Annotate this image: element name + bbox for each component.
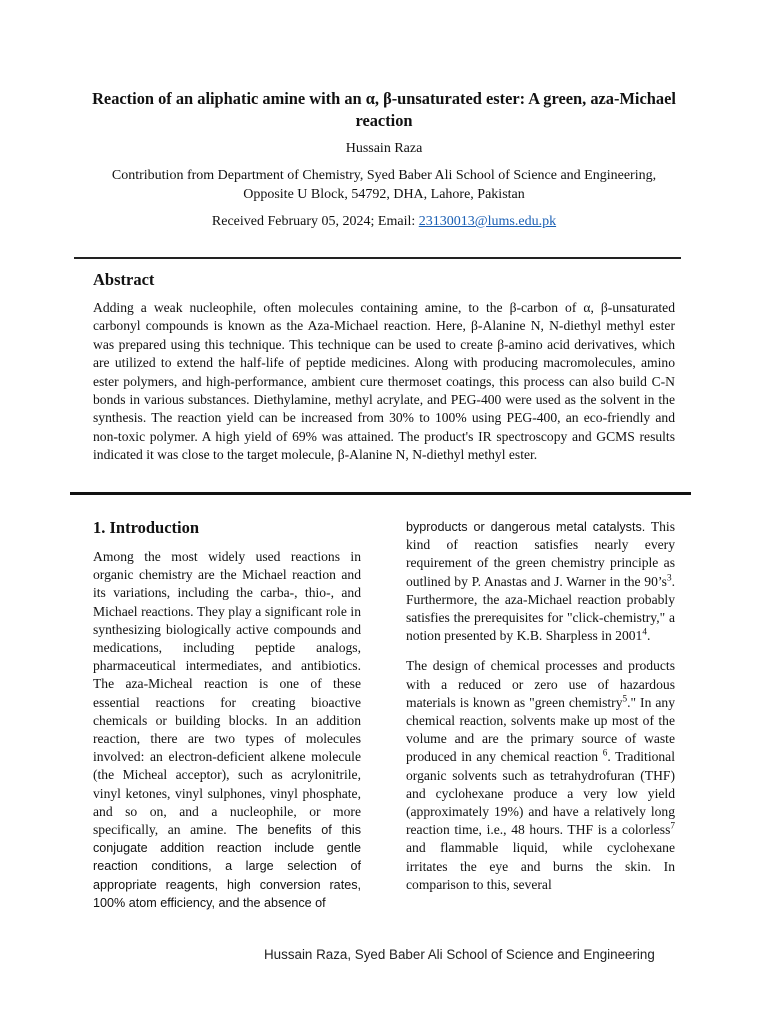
citation-7: 7 bbox=[670, 820, 675, 831]
paragraph-gap bbox=[406, 645, 675, 657]
intro-p1-text: Among the most widely used reactions in organic chemistry are the Michael reaction and its variations, including the carba-, thio-, and Michael reactions. They play a significant role in synthesizing biologically active compounds and medications, including peptide analogs, pharmaceutical intermediates, and antibiotics. The aza-Micheal reaction is one of these essential reactions for creating bioactive chemicals or building blocks. In an addition reaction, there are two types of molecules involved: an electron-deficient alkene molecule (the Micheal acceptor), such as acrylonitrile, vinyl ketones, vinyl sulphones, vinyl phosphate, and so on, and a nucleophile, or more specifically, an amine. bbox=[93, 549, 361, 838]
email-link[interactable]: 23130013@lums.edu.pk bbox=[418, 214, 557, 229]
intro-p2-a: The design of chemical processes and products with a reduced or zero use of hazardous materials is known as "green chemistry bbox=[406, 658, 675, 710]
received-line bbox=[0, 213, 768, 231]
received-date: Received February 05, 2024; Email: bbox=[211, 214, 419, 229]
intro-p1-cont-b: . Furthermore, the aza-Michael reaction probably satisfies the prerequisites for "click-chemistry," a notion presented by K.B. Sharpless in 2001 bbox=[406, 573, 675, 644]
author-name: Hussain Raza bbox=[345, 141, 423, 156]
citation-3: 3 bbox=[666, 572, 672, 583]
intro-paragraph-2 bbox=[406, 657, 675, 894]
intro-p2-d: and flammable liquid, while cyclohexane irritates the eye and burns the skin. In comparison to this, several bbox=[406, 840, 675, 892]
affiliation: Contribution from Department of Chemistry, Syed Baber Ali School of Science and Engineering, Opposite U Block, 54792, DHA, Lahore, Pakistan bbox=[111, 168, 657, 202]
abstract-heading: Abstract bbox=[93, 270, 155, 289]
intro-p2-c: . Traditional organic solvents such as tetrahydrofuran (THF) and cyclohexane produce a very low yield (approximately 19%) and have a relatively long reaction time, i.e., 48 hours. THF is a colorless bbox=[406, 749, 675, 838]
page-footer: Hussain Raza, Syed Baber Ali School of Science and Engineering bbox=[264, 947, 655, 962]
intro-paragraph-1-cont bbox=[406, 518, 675, 645]
introduction-left-column bbox=[93, 548, 361, 912]
introduction-right-column bbox=[406, 518, 675, 894]
paper-title: Reaction of an aliphatic amine with an α, β-unsaturated ester: A green, aza-Michael reaction bbox=[92, 89, 676, 130]
abstract-bottom-rule bbox=[70, 492, 691, 495]
citation-4: 4 bbox=[642, 626, 647, 637]
citation-6: 6 bbox=[602, 747, 608, 758]
abstract-top-rule bbox=[74, 257, 681, 259]
citation-5: 5 bbox=[622, 693, 628, 704]
intro-p1-benefits-text: The benefits of this conjugate addition reaction include gentle reaction conditions, a large selection of appropriate reagents, high conversion rates, 100% atom efficiency, and the absence of bbox=[93, 823, 361, 910]
intro-p1-cont-sans: byproducts or dangerous metal catalysts. bbox=[406, 520, 646, 534]
intro-p2-b: ." In any chemical reaction, solvents make up most of the volume and are the primary source of waste produced in any chemical reaction bbox=[406, 694, 675, 765]
abstract-text: Adding a weak nucleophile, often molecules containing amine, to the β-carbon of α, β-unsaturated carbonyl compounds is known as the Aza-Michael reaction. Here, β-Alanine N, N-diethyl methyl ester was prepared using this technique. This technique can be used to create β-amino acid derivatives, which are utilized to extend the half-life of peptide medicines. Along with producing macromolecules, amino ester polymers, and high-performance, ambient cure thermoset coatings, this process can also build C-N bonds in various substances. Diethylamine, methyl acrylate, and PEG-400 were used as the solvent in the synthesis. The reaction yield can be increased from 30% to 100% using PEG-400, an eco-friendly and non-toxic polymer. A high yield of 69% was attained. The product's IR spectroscopy and GCMS results indicated it was close to the target molecule, β-Alanine N, N-diethyl methyl ester. bbox=[93, 300, 675, 463]
intro-p1-cont-a: This kind of reaction satisfies nearly every requirement of the green chemistry principle as outlined by P. Anastas and J. Warner in the 90’s bbox=[406, 519, 675, 589]
intro-paragraph-1 bbox=[93, 548, 361, 912]
intro-p1-cont-c: . bbox=[646, 628, 651, 644]
introduction-heading: 1. Introduction bbox=[93, 518, 200, 537]
